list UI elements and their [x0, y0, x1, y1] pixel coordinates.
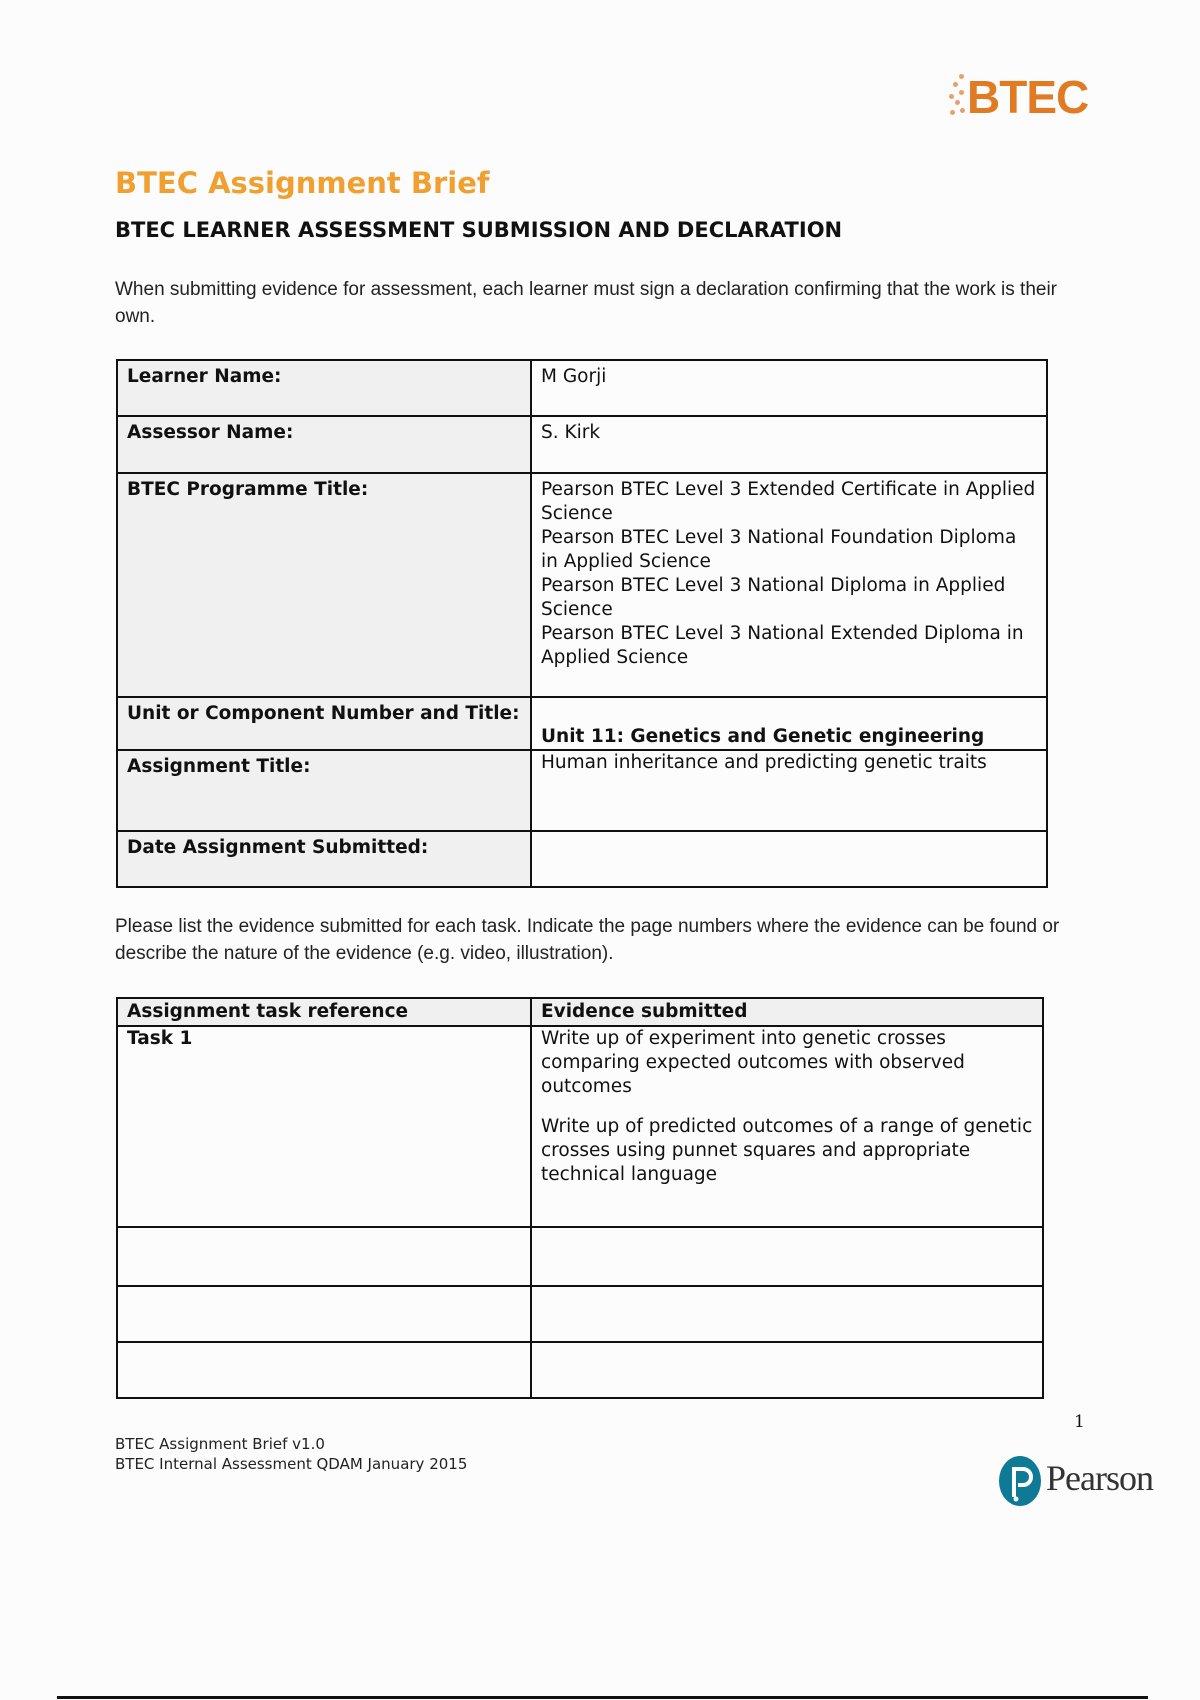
evidence-item: Write up of predicted outcomes of a range of genetic crosses using punnet squares and appropriate technical language: [541, 1116, 1033, 1185]
table-row: [117, 750, 1047, 831]
table-row: [117, 1286, 1043, 1342]
btec-logo-text: BTEC: [967, 71, 1089, 123]
learner-name-label: Learner Name:: [117, 360, 531, 416]
programme-line: Pearson BTEC Level 3 National Foundation Diploma in Applied Science: [541, 527, 1017, 572]
pearson-logo-text: Pearson: [1046, 1458, 1153, 1498]
column-header: Assignment task reference: [117, 998, 531, 1026]
page-title: BTEC Assignment Brief: [115, 166, 490, 200]
learner-details-table: [116, 359, 1048, 888]
evidence-intro-text: Please list the evidence submitted for each task. Indicate the page numbers where the evidence can be found or describe the nature of the evidence (e.g. video, illustration).: [115, 916, 1060, 964]
empty-cell: [117, 1342, 531, 1398]
table-row: [117, 360, 1047, 416]
unit-title-label: Unit or Component Number and Title:: [117, 697, 531, 750]
table-row: [117, 697, 1047, 750]
page-bottom-divider: [57, 1696, 1148, 1699]
footer-version: BTEC Assignment Brief v1.0: [115, 1435, 325, 1453]
unit-title-value: Unit 11: Genetics and Genetic engineering: [531, 697, 1047, 750]
assessor-name-value: S. Kirk: [531, 416, 1047, 473]
empty-cell: [117, 1227, 531, 1286]
table-row: [117, 1342, 1043, 1398]
table-row: [117, 1026, 1043, 1227]
empty-cell: [531, 1286, 1043, 1342]
programme-line: Pearson BTEC Level 3 National Extended Diploma in Applied Science: [541, 623, 1024, 668]
column-header: Evidence submitted: [531, 998, 1043, 1026]
table-row: [117, 831, 1047, 887]
empty-cell: [531, 1227, 1043, 1286]
page-subtitle: BTEC LEARNER ASSESSMENT SUBMISSION AND DECLARATION: [115, 218, 843, 242]
pearson-p-icon: [998, 1455, 1044, 1507]
programme-line: Pearson BTEC Level 3 National Diploma in Applied Science: [541, 575, 1006, 620]
empty-cell: [117, 1286, 531, 1342]
evidence-cell: [531, 1026, 1043, 1227]
page-number: 1: [1074, 1412, 1085, 1432]
evidence-table: [116, 997, 1044, 1399]
date-submitted-label: Date Assignment Submitted:: [117, 831, 531, 887]
pearson-logo: [998, 1455, 1153, 1511]
intro-text: When submitting evidence for assessment, each learner must sign a declaration confirming that the work is their own.: [115, 279, 1058, 327]
table-row: [117, 416, 1047, 473]
table-header-row: [117, 998, 1043, 1026]
footer-qdam: BTEC Internal Assessment QDAM January 2015: [115, 1455, 468, 1473]
programme-title-label: BTEC Programme Title:: [117, 473, 531, 697]
table-row: [117, 473, 1047, 697]
table-row: [117, 1227, 1043, 1286]
assignment-title-label: Assignment Title:: [117, 750, 531, 831]
assessor-name-label: Assessor Name:: [117, 416, 531, 473]
assignment-title-value: Human inheritance and predicting genetic traits: [531, 750, 1047, 831]
programme-title-value: [531, 473, 1047, 697]
task-reference: Task 1: [117, 1026, 531, 1227]
learner-name-value: M Gorji: [531, 360, 1047, 416]
programme-line: Pearson BTEC Level 3 Extended Certificate in Applied Science: [541, 479, 1036, 524]
date-submitted-value: [531, 831, 1047, 887]
empty-cell: [531, 1342, 1043, 1398]
evidence-item: Write up of experiment into genetic crosses comparing expected outcomes with observed outcomes: [541, 1028, 965, 1097]
btec-logo: [945, 70, 1095, 126]
